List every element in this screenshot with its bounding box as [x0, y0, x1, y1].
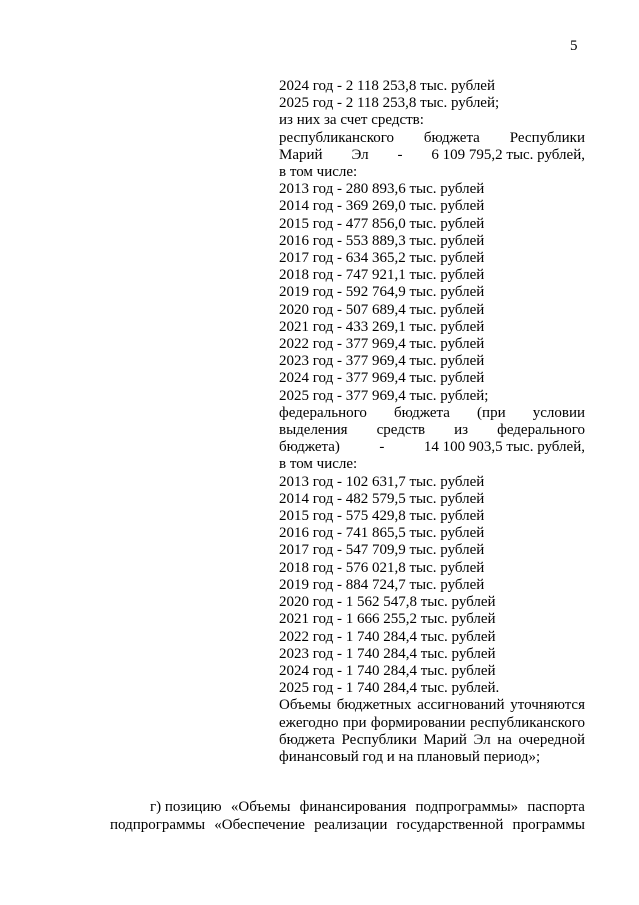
word: «Обеспечение — [214, 817, 305, 833]
word: Республики — [509, 129, 585, 146]
year-line: 2014 год - 482 579,5 тыс. рублей — [279, 490, 485, 507]
word: бюджета — [394, 404, 450, 421]
text-line: из них за счет средств: — [279, 112, 424, 129]
federal-budget-heading-line — [279, 405, 585, 422]
word: условии — [532, 404, 585, 421]
year-line: 2015 год - 575 429,8 тыс. рублей — [279, 508, 485, 525]
word: из — [454, 422, 469, 439]
year-line: 2020 год - 1 562 547,8 тыс. рублей — [279, 594, 496, 611]
republic-budget-years — [279, 181, 585, 405]
word: паспорта — [527, 799, 585, 815]
year-line: 2021 год - 1 666 255,2 тыс. рублей — [279, 611, 496, 628]
word: на — [497, 731, 512, 748]
year-line: 2022 год - 377 969,4 тыс. рублей — [279, 336, 485, 353]
federal-budget-heading-line-2 — [279, 422, 585, 439]
word: Республики — [341, 731, 417, 748]
word: Марий — [279, 146, 323, 163]
word: федерального — [497, 422, 585, 439]
year-line: 2025 год - 1 740 284,4 тыс. рублей. — [279, 680, 500, 697]
word: Эл — [351, 146, 369, 163]
budget-note — [279, 697, 585, 766]
text-line: 2025 год - 2 118 253,8 тыс. рублей; — [279, 95, 500, 112]
republic-budget-total: 6 109 795,2 тыс. рублей, — [431, 146, 585, 163]
word: - — [397, 146, 403, 163]
federal-budget-years — [279, 474, 585, 698]
word: (при — [477, 404, 506, 421]
word: бюджетных — [336, 697, 412, 714]
word: бюджета) — [279, 439, 340, 456]
year-line: 2019 год - 884 724,7 тыс. рублей — [279, 576, 485, 593]
word: республиканского — [279, 129, 394, 146]
word: Эл — [473, 731, 491, 748]
year-line: 2017 год - 634 365,2 тыс. рублей — [279, 250, 485, 267]
page-number: 5 — [570, 38, 578, 54]
paragraph-second-line — [110, 816, 585, 834]
word: республиканского — [469, 714, 585, 731]
year-line: 2018 год - 747 921,1 тыс. рублей — [279, 267, 485, 284]
word: формировании — [370, 714, 466, 731]
word: «Объемы — [230, 799, 291, 815]
word: государственной — [396, 817, 504, 833]
text-line: в том числе: — [279, 164, 358, 181]
word: ежегодно — [279, 714, 339, 731]
word: уточняются — [510, 697, 585, 714]
word: ассигнований — [417, 697, 505, 714]
word: подпрограммы» — [415, 799, 519, 815]
word: - — [379, 439, 385, 456]
year-line: 2018 год - 576 021,8 тыс. рублей — [279, 559, 485, 576]
note-line — [279, 697, 585, 714]
year-line: 2016 год - 553 889,3 тыс. рублей — [279, 232, 485, 249]
word: выделения — [279, 422, 348, 439]
word: при — [342, 714, 367, 731]
word: очередной — [518, 731, 585, 748]
word: Марий — [423, 731, 467, 748]
republic-budget-total-line — [279, 147, 585, 164]
year-line: 2023 год - 1 740 284,4 тыс. рублей — [279, 645, 496, 662]
word: подпрограммы — [110, 817, 206, 833]
year-line: 2015 год - 477 856,0 тыс. рублей — [279, 215, 485, 232]
word: бюджета — [279, 731, 335, 748]
financing-column — [279, 78, 585, 766]
year-line: 2025 год - 377 969,4 тыс. рублей; — [279, 387, 489, 404]
note-line: финансовый год и на плановый период»; — [279, 748, 541, 765]
year-line: 2022 год - 1 740 284,4 тыс. рублей — [279, 628, 496, 645]
federal-budget-total-line — [279, 439, 585, 456]
year-line: 2013 год - 280 893,6 тыс. рублей — [279, 181, 485, 198]
year-line: 2014 год - 369 269,0 тыс. рублей — [279, 198, 485, 215]
year-line: 2013 год - 102 631,7 тыс. рублей — [279, 473, 485, 490]
word: бюджета — [423, 129, 480, 146]
year-line: 2019 год - 592 764,9 тыс. рублей — [279, 284, 485, 301]
year-line: 2024 год - 377 969,4 тыс. рублей — [279, 370, 485, 387]
year-line: 2017 год - 547 709,9 тыс. рублей — [279, 542, 485, 559]
word: средств — [376, 422, 426, 439]
paragraph-first-line — [110, 798, 585, 816]
year-line: 2023 год - 377 969,4 тыс. рублей — [279, 353, 485, 370]
year-line: 2016 год - 741 865,5 тыс. рублей — [279, 525, 485, 542]
word: г) позицию — [150, 799, 222, 815]
text-line: в том числе: — [279, 456, 358, 473]
year-line: 2020 год - 507 689,4 тыс. рублей — [279, 301, 485, 318]
federal-budget-total: 14 100 903,5 тыс. рублей, — [423, 439, 585, 456]
note-line — [279, 732, 585, 749]
word: реализации — [314, 817, 388, 833]
note-line — [279, 715, 585, 732]
text-line: 2024 год - 2 118 253,8 тыс. рублей — [279, 78, 495, 94]
item-g-paragraph — [110, 798, 585, 834]
republic-budget-heading-line — [279, 130, 585, 147]
year-line: 2024 год - 1 740 284,4 тыс. рублей — [279, 662, 496, 679]
year-line: 2021 год - 433 269,1 тыс. рублей — [279, 318, 485, 335]
word: федерального — [279, 404, 367, 421]
word: программы — [512, 817, 585, 833]
word: Объемы — [279, 697, 332, 714]
word: финансирования — [299, 799, 407, 815]
